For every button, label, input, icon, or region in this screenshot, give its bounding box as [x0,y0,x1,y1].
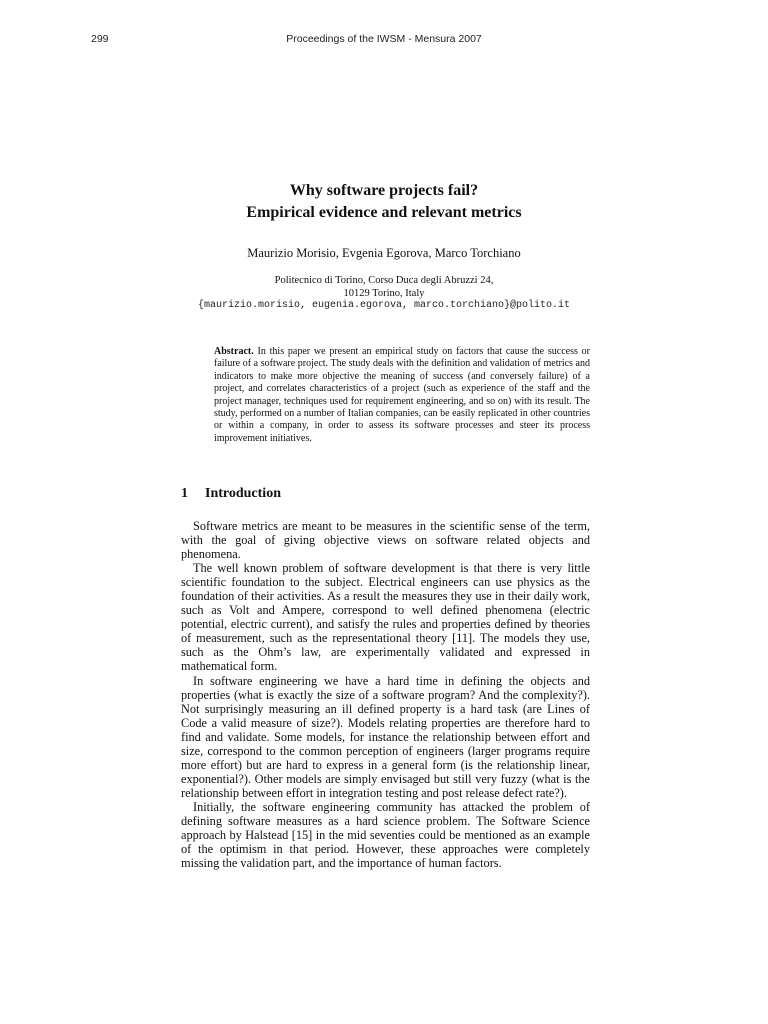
paper-title [0,180,768,224]
affiliation-block [0,275,768,313]
journal-title: Proceedings of the IWSM - Mensura 2007 [286,33,482,45]
paper-title-line-2: Empirical evidence and relevant metrics [246,204,522,221]
body-paragraph: The well known problem of software development is that there is very little scientific foundation to the subject. Electrical engineers can use physics as the foundation of their activities. As a result the measures they use in their daily work, such as Volt and Ampere, correspond to well defined phenomena (electric potential, electric current), and satisfy the rules and properties defined by theories of measurement, such as the representational theory [11]. The models they use, such as the Ohm’s law, are experimentally validated and expressed in mathematical form. [181,561,590,674]
body-paragraph: Software metrics are meant to be measures in the scientific sense of the term, with the goal of giving objective views on software related objects and phenomena. [181,519,590,562]
affiliation-line-1: Politecnico di Torino, Corso Duca degli Abruzzi 24, [274,275,494,286]
author-list: Maurizio Morisio, Evgenia Egorova, Marco Torchiano [247,246,521,260]
body-paragraph: Initially, the software engineering community has attacked the problem of defining software measures as a hard science problem. The Software Science approach by Halstead [15] in the mid seventies could be mentioned as an example of the optimism in that period. However, these approaches were completely missing the validation part, and the importance of human factors. [181,799,590,871]
section-body [181,519,590,870]
abstract [214,346,590,445]
affiliation-line-2: 10129 Torino, Italy [343,287,425,299]
page-number: 299 [91,33,109,45]
abstract-label: Abstract. [214,346,254,357]
section-heading [181,486,281,502]
author-emails: {maurizio.morisio, eugenia.egorova, marco.torchiano}@polito.it [197,300,571,311]
paper-title-line-1: Why software projects fail? [289,182,479,199]
abstract-text: In this paper we present an empirical study on factors that cause the success or failure of a software project. The study deals with the definition and validation of metrics and indicators to make more objective the meaning of success (and conversely failure) of a project, and correlates characteristics of a project (such as experience of the staff and the project manager, techniques used for requirement engineering, and so on) with its result. The study, performed on a number of Italian companies, can be easily replicated in other countries or within a company, in order to assess its software processes and steer its process improvement initiatives. [214,346,590,444]
section-title: Introduction [205,486,281,501]
section-number: 1 [181,486,188,501]
body-paragraph: In software engineering we have a hard time in defining the objects and properties (what is exactly the size of a software program? And the complexity?). Not surprisingly measuring an ill defined property is a hard task (are Lines of Code a valid measure of size?). Models relating properties are therefore hard to find and validate. Some models, for instance the relationship between effort and size, correspond to the common perception of engineers (larger programs require more effort) but are hard to express in a general form (is the relationship linear, exponential?). Other models are simply envisaged but still very fuzzy (what is the relationship between effort in integration testing and post release defect rate?). [181,673,590,800]
